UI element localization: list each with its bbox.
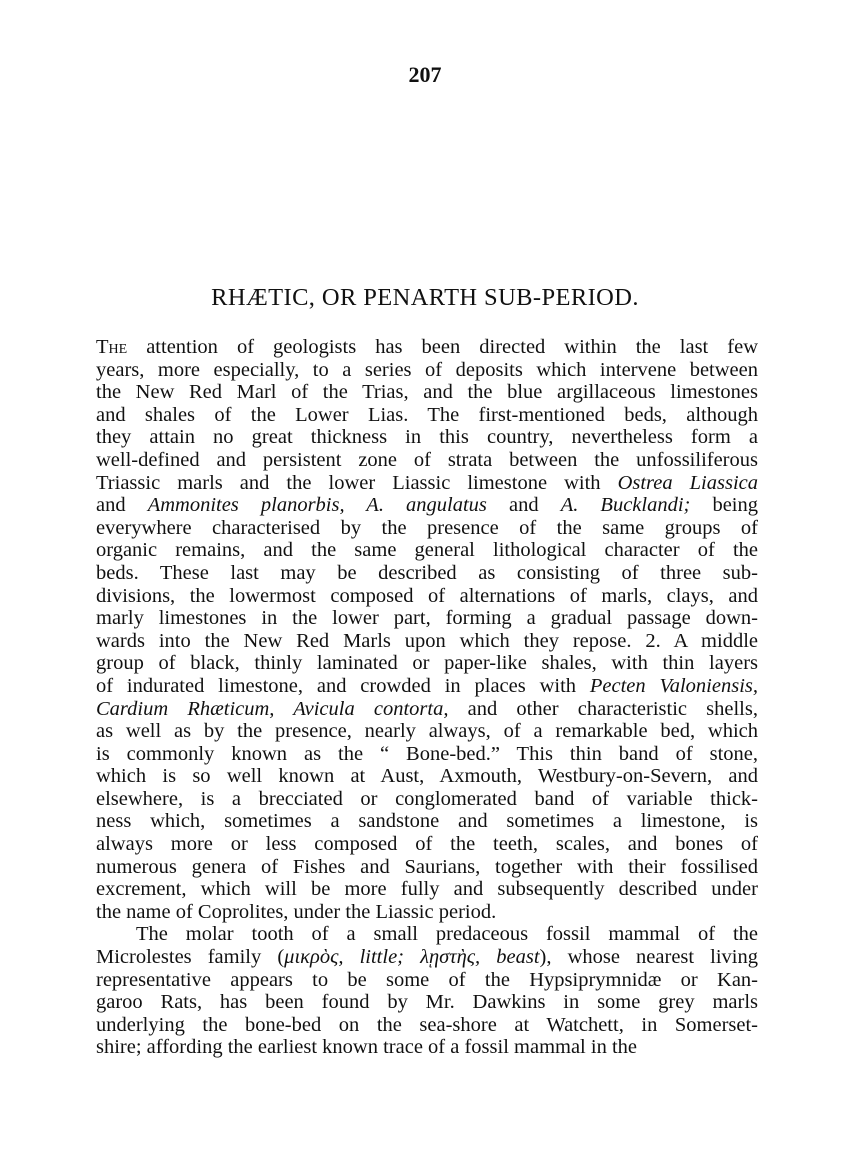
text-run: they attain no great thickness in this country, nevertheless form a (96, 426, 758, 449)
text-line (96, 1014, 758, 1037)
italic-run: A. Bucklandi; (560, 494, 691, 517)
text-run: garoo Rats, has been found by Mr. Dawkins in some grey marls (96, 991, 758, 1014)
text-line (96, 426, 758, 449)
text-line (96, 810, 758, 833)
italic-run: Ostrea Liassica (617, 471, 758, 494)
text-line (96, 652, 758, 675)
text-line (96, 901, 758, 924)
italic-run: Cardium Rhæticum, Avicula contorta, (96, 697, 449, 720)
text-run: and (96, 494, 148, 517)
text-run: ness which, sometimes a sandstone and sometimes a limestone, is (96, 810, 758, 833)
text-line (96, 336, 758, 359)
text-line (96, 698, 758, 721)
text-run: underlying the bone-bed on the sea-shore at Watchett, in Somerset- (96, 1013, 758, 1036)
text-run: wards into the New Red Marls upon which they repose. 2. A middle (96, 629, 758, 652)
text-run: everywhere characterised by the presence of the same groups of (96, 516, 758, 539)
text-line (96, 359, 758, 382)
text-run: group of black, thinly laminated or paper-like shales, with thin layers (96, 652, 758, 675)
text-line (96, 743, 758, 766)
text-run: divisions, the lowermost composed of alternations of marls, clays, and (96, 584, 758, 607)
body-text (96, 336, 758, 1059)
text-line (96, 923, 758, 946)
text-run: representative appears to be some of the Hypsiprymnidæ or Kan- (96, 968, 758, 991)
text-run: organic remains, and the same general lithological character of the (96, 539, 758, 562)
text-run: well-defined and persistent zone of strata between the unfossiliferous (96, 448, 758, 471)
text-line (96, 404, 758, 427)
text-run: years, more especially, to a series of deposits which intervene between (96, 358, 758, 381)
text-run: the name of Coprolites, under the Liassic period. (96, 900, 497, 923)
text-line (96, 585, 758, 608)
text-run: Microlestes family ( (96, 946, 285, 969)
text-line (96, 472, 758, 495)
text-run: excrement, which will be more fully and subsequently described under (96, 878, 758, 901)
text-run: as well as by the presence, nearly always, of a remarkable bed, which (96, 720, 758, 743)
text-run: marly limestones in the lower part, forming a gradual passage down- (96, 607, 758, 630)
text-line (96, 562, 758, 585)
italic-run: Pecten Valoniensis, (589, 674, 758, 697)
text-line (96, 856, 758, 879)
text-line (96, 607, 758, 630)
text-line (96, 381, 758, 404)
text-line (96, 517, 758, 540)
text-line (96, 449, 758, 472)
text-run: which is so well known at Aust, Axmouth, Westbury-on-Severn, and (96, 765, 758, 788)
text-line (96, 630, 758, 653)
text-line (96, 720, 758, 743)
text-line (96, 788, 758, 811)
text-run: numerous genera of Fishes and Saurians, together with their fossilised (96, 855, 758, 878)
text-line (96, 675, 758, 698)
text-run: elsewhere, is a brecciated or conglomerated band of variable thick- (96, 787, 758, 810)
text-run: and shales of the Lower Lias. The first-mentioned beds, although (96, 403, 758, 426)
text-line (96, 494, 758, 517)
text-run: Triassic marls and the lower Liassic limestone with (96, 471, 618, 494)
text-line (96, 1036, 758, 1059)
text-run: shire; affording the earliest known trace of a fossil mammal in the (96, 1036, 637, 1059)
text-line (96, 969, 758, 992)
chapter-title: RHÆTIC, OR PENARTH SUB-PERIOD. (211, 284, 639, 311)
text-run: attention of geologists has been directed within the last few (127, 336, 758, 358)
text-run: beds. These last may be described as consisting of three sub- (96, 561, 758, 584)
text-line (96, 833, 758, 856)
text-run: the New Red Marl of the Trias, and the blue argillaceous limestones (96, 381, 758, 404)
text-run: The molar tooth of a small predaceous fossil mammal of the (136, 923, 758, 946)
text-run: is commonly known as the “ Bone-bed.” This thin band of stone, (96, 742, 758, 765)
text-run: always more or less composed of the teeth, scales, and bones of (96, 833, 758, 856)
page-number: 207 (408, 62, 442, 87)
text-run: The (96, 336, 128, 358)
text-line (96, 946, 758, 969)
text-run: and (486, 494, 561, 517)
text-line (96, 878, 758, 901)
text-run: ), whose nearest living (539, 946, 759, 969)
text-run: of indurated limestone, and crowded in places with (96, 674, 590, 697)
text-line (96, 991, 758, 1014)
text-line (96, 539, 758, 562)
text-run: and other characteristic shells, (448, 697, 758, 720)
text-line (96, 765, 758, 788)
italic-run: Ammonites planorbis, A. angulatus (147, 494, 487, 517)
italic-run: μικρὸς, little; λῃστὴς, beast (284, 946, 540, 969)
text-run: being (690, 494, 758, 517)
